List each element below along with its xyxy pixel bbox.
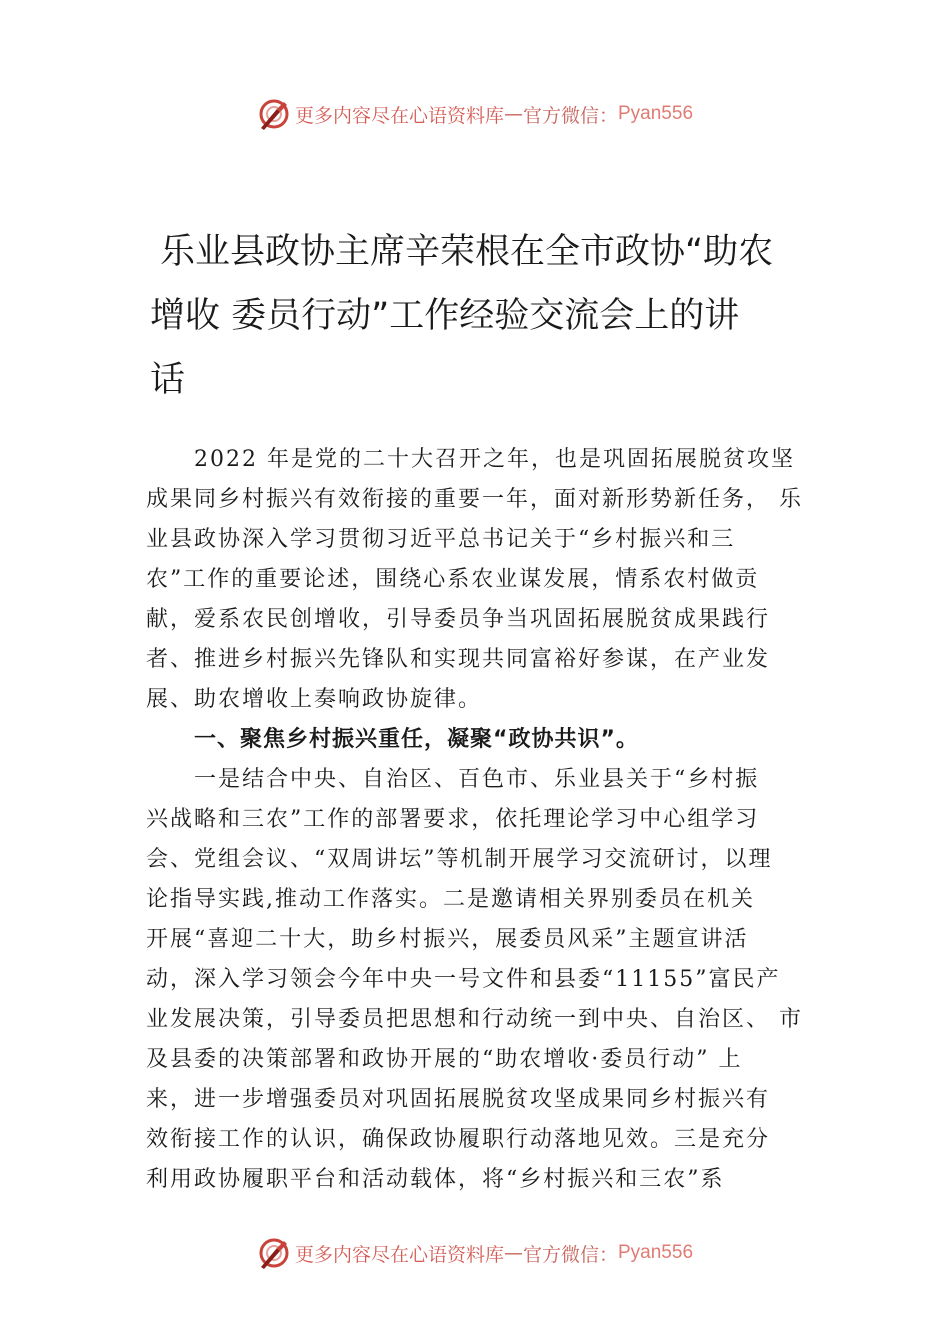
- title-line: 增收 委员行动”工作经验交流会上的讲: [150, 296, 740, 336]
- text-line: 论指导实践,推动工作落实。二是邀请相关界别委员在机关: [146, 887, 755, 912]
- text-line: 及县委的决策部署和政协开展的“助农增收·委员行动” 上: [146, 1047, 743, 1072]
- banner-wechat-label: 官方微信：: [522, 104, 618, 127]
- text-line: 一是结合中央、自治区、百色市、乐业县关于“乡村振: [194, 767, 760, 792]
- pen-logo-icon: [257, 97, 291, 131]
- paragraph-intro: [146, 440, 826, 720]
- banner-separator: —: [503, 1242, 523, 1264]
- banner-brand-text: 更多内容尽在心语资料库: [294, 1243, 504, 1266]
- text-line: 利用政协履职平台和活动载体，将“乡村振兴和三农”系: [146, 1167, 725, 1192]
- text-line: 效衔接工作的认识，确保政协履职行动落地见效。三是充分: [146, 1127, 771, 1152]
- text-line: 兴战略和三农”工作的部署要求，依托理论学习中心组学习: [146, 807, 760, 832]
- text-line: 献，爱系农民创增收，引导委员争当巩固拓展脱贫成果践行: [146, 607, 771, 632]
- document-title: [150, 220, 810, 412]
- text-line: 业发展决策，引导委员把思想和行动统一到中央、自治区、 市: [146, 1007, 803, 1032]
- header-banner: [0, 94, 950, 134]
- banner-wechat-label: 官方微信：: [522, 1243, 618, 1266]
- text-line: 展、助农增收上奏响政协旋律。: [146, 687, 483, 712]
- title-line: 乐业县政协主席辛荣根在全市政协“助农: [160, 232, 774, 272]
- banner-separator: —: [503, 103, 523, 125]
- text-line: 成果同乡村振兴有效衔接的重要一年，面对新形势新任务， 乐: [146, 487, 803, 512]
- document-body: [146, 440, 826, 1200]
- pen-logo-icon: [257, 1236, 291, 1270]
- banner-brand-text: 更多内容尽在心语资料库: [294, 104, 504, 127]
- section-heading: 一、聚焦乡村振兴重任，凝聚“政协共识”。: [194, 727, 639, 752]
- text-line: 者、推进乡村振兴先锋队和实现共同富裕好参谋，在产业发: [146, 647, 771, 672]
- banner-wechat-id: Pyan556: [618, 1242, 694, 1263]
- title-line: 话: [150, 360, 186, 400]
- text-line: 开展“喜迎二十大，助乡村振兴，展委员风采”主题宣讲活: [146, 927, 749, 952]
- text-line: 业县政协深入学习贯彻习近平总书记关于“乡村振兴和三: [146, 527, 736, 552]
- paragraph-section-1: [146, 760, 826, 1200]
- text-line: 动，深入学习领会今年中央一号文件和县委“11155”富民产: [146, 967, 781, 992]
- footer-banner: [0, 1233, 950, 1273]
- text-line: 会、党组会议、“双周讲坛”等机制开展学习交流研讨，以理: [146, 847, 773, 872]
- banner-wechat-id: Pyan556: [618, 103, 694, 124]
- text-line: 来，进一步增强委员对巩固拓展脱贫攻坚成果同乡村振兴有: [146, 1087, 771, 1112]
- text-line: 农”工作的重要论述，围绕心系农业谋发展，情系农村做贡: [146, 567, 760, 592]
- text-line: 2022 年是党的二十大召开之年，也是巩固拓展脱贫攻坚: [194, 447, 795, 472]
